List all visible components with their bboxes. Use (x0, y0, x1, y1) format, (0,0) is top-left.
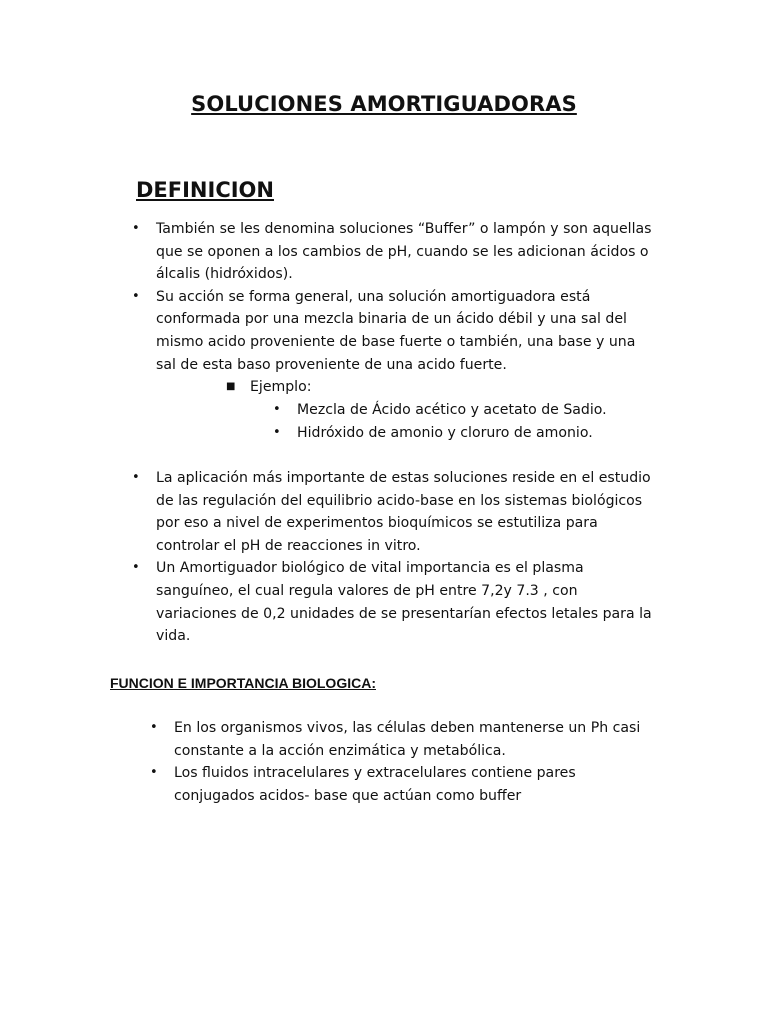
list-item (150, 717, 660, 762)
section-heading-funcion: FUNCION E IMPORTANCIA BIOLOGICA: (110, 675, 376, 691)
list-item-text: Mezcla de Ácido acético y acetato de Sadio. (297, 402, 607, 418)
list-item (226, 376, 650, 399)
bullet-icon: • (132, 560, 140, 576)
square-bullet-icon: ■ (226, 381, 236, 392)
list-item-text: La aplicación más importante de estas soluciones reside en el estudio de las regulación del equilibrio acido-base en los sistemas biológicos por eso a nivel de experimentos bioquímicos se estutiliza para controlar el pH de reacciones in vitro. (156, 470, 651, 554)
list-item (273, 399, 677, 422)
bullet-icon: • (273, 402, 281, 417)
bullet-icon: • (273, 424, 281, 440)
list-item (132, 286, 656, 376)
list-item-text: Su acción se forma general, una solución amortiguadora está conformada por una mezcla binaria de un ácido débil y una sal del mismo acido proveniente de base fuerte o también, una base y una sal de esta baso proveniente de una acido fuerte. (156, 288, 636, 373)
ejemplo-list (226, 376, 650, 399)
ejemplo-sublist (273, 399, 677, 444)
list-item-text: También se les denomina soluciones “Buffer” o lampón y son aquellas que se oponen a los cambios de pH, cuando se les adicionan ácidos o álcalis (hidróxidos). (156, 221, 652, 283)
section-heading-definicion: DEFINICION (136, 178, 274, 202)
definicion-list-continued (132, 467, 656, 648)
list-item-text: Hidróxido de amonio y cloruro de amonio. (297, 424, 593, 441)
ejemplo-label: Ejemplo: (250, 379, 312, 395)
bullet-icon: • (150, 765, 158, 781)
bullet-icon: • (132, 470, 140, 485)
document-title: SOLUCIONES AMORTIGUADORAS (191, 92, 577, 116)
list-item-text: Un Amortiguador biológico de vital importancia es el plasma sanguíneo, el cual regula valores de pH entre 7,2y 7.3 , con variaciones de 0,2 unidades de se presentarían efectos letales para la vida. (156, 560, 652, 645)
bullet-icon: • (132, 221, 140, 236)
bullet-icon: • (132, 288, 140, 304)
definicion-list (132, 218, 656, 376)
list-item (132, 557, 656, 647)
list-item (150, 762, 660, 807)
list-item (132, 467, 656, 557)
list-item-text: En los organismos vivos, las células deben mantenerse un Ph casi constante a la acción enzimática y metabólica. (174, 720, 641, 759)
funcion-list (150, 717, 660, 807)
list-item (273, 422, 677, 445)
list-item (132, 218, 656, 286)
bullet-icon: • (150, 720, 158, 735)
list-item-text: Los fluidos intracelulares y extracelulares contiene pares conjugados acidos- base que actúan como buffer (174, 765, 576, 804)
